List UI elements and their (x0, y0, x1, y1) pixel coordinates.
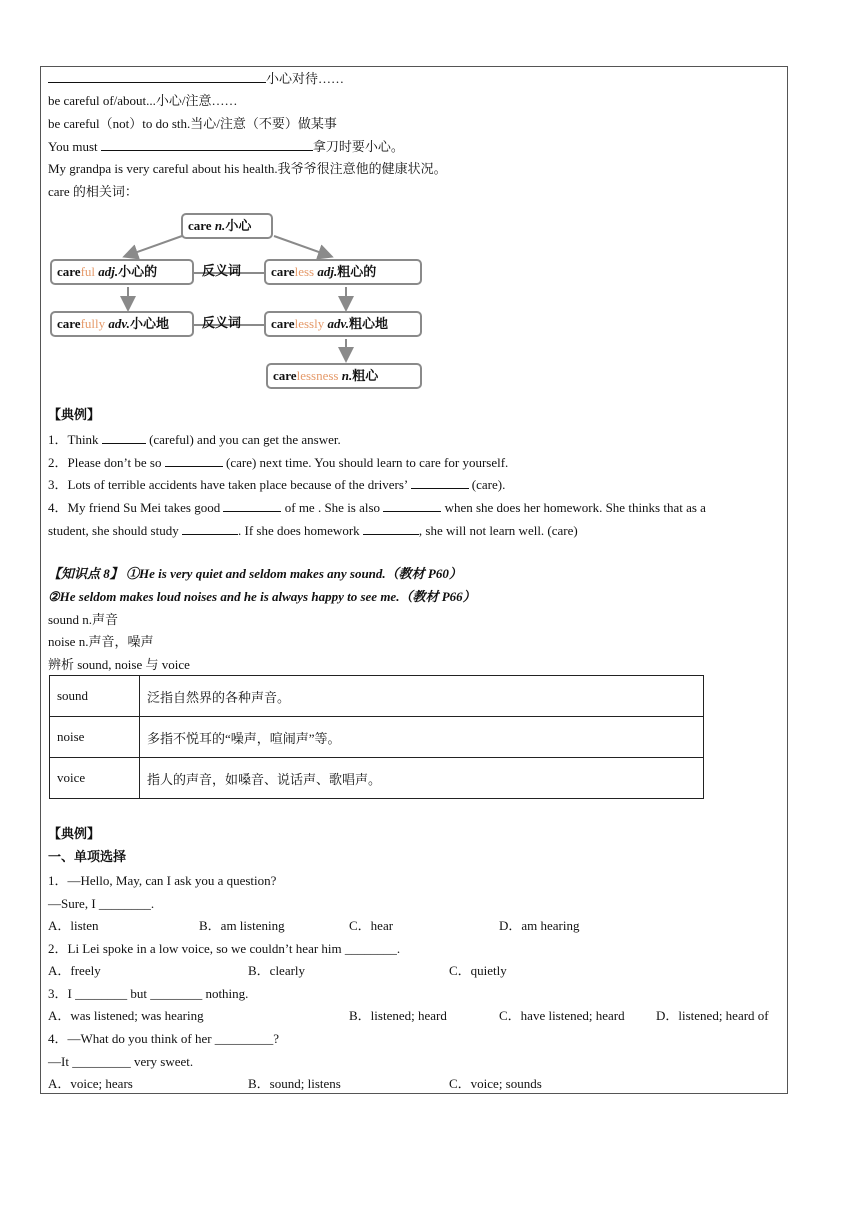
question-text: 2．Please don’t be so (48, 455, 162, 470)
question-text: student, she should study (48, 523, 179, 538)
knowledge-point-label: 【知识点 8】 (48, 566, 123, 581)
intro-line-5: My grandpa is very careful about his health.我爷爷很注意他的健康状况。 (48, 161, 447, 176)
table-row (50, 758, 704, 799)
table-cell-desc: 多指不悦耳的“噪声，喧闹声”等。 (140, 717, 704, 758)
table-cell-desc: 泛指自然界的各种声音。 (140, 676, 704, 717)
intro-line-1 (48, 70, 344, 87)
care-word-family-diagram (48, 210, 428, 396)
question-text: , she will not learn well. (care) (418, 523, 578, 538)
table-row (50, 717, 704, 758)
question-text: 3．Lots of terrible accidents have taken place because of the drivers’ (48, 477, 408, 492)
noise-definition: noise n.声音，噪声 (48, 634, 154, 649)
answer-blank[interactable] (223, 499, 281, 512)
diagram-pos: n. (214, 218, 226, 233)
option-a[interactable]: A．was listened; was hearing (48, 1008, 204, 1023)
table-cell-desc: 指人的声音，如嗓音、说话声、歌唱声。 (140, 758, 704, 799)
question-text: (care) next time. You should learn to care for yourself. (226, 455, 509, 470)
knowledge-point-8 (48, 566, 462, 582)
diagram-pos: adj. (98, 264, 119, 279)
option-a[interactable]: A．freely (48, 963, 101, 978)
answer-blank[interactable] (411, 476, 469, 489)
mc-question-1: 1．—Hello, May, can I ask you a question? (48, 873, 277, 888)
mc-question-4-reply: —It _________ very sweet. (48, 1054, 194, 1069)
diagram-meaning: 小心的 (118, 264, 158, 279)
option-d[interactable]: D．am hearing (499, 918, 580, 933)
option-c[interactable]: C．hear (349, 918, 394, 933)
sound-definition: sound n.声音 (48, 612, 119, 627)
question-text: 1．Think (48, 432, 99, 447)
option-a[interactable]: A．voice; hears (48, 1076, 133, 1091)
question-text: of me . She is also (284, 500, 381, 515)
diagram-stem: care (271, 316, 295, 331)
mc-question-3: 3．I ________ but ________ nothing. (48, 986, 249, 1001)
diagram-suffix: less (294, 264, 315, 279)
intro-line-3: be careful（not）to do sth.当心/注意（不要）做某事 (48, 116, 337, 131)
answer-blank[interactable] (48, 70, 266, 83)
answer-blank[interactable] (363, 522, 419, 535)
answer-blank[interactable] (102, 431, 146, 444)
section-heading: 一、单项选择 (48, 850, 127, 865)
answer-blank[interactable] (182, 522, 238, 535)
example1-question-4-cont (48, 522, 578, 539)
diagram-box-careless (264, 259, 422, 285)
option-c[interactable]: C．have listened; heard (499, 1008, 625, 1023)
table-cell-word: voice (50, 758, 140, 799)
question-text: . If she does homework (237, 523, 360, 538)
example-heading: 【典例】 (48, 827, 101, 842)
diagram-suffix: fully (80, 316, 106, 331)
diagram-box-careful (50, 259, 194, 285)
example1-question-4 (48, 499, 706, 516)
question-text: when she does her homework. She thinks that as a (444, 500, 706, 515)
diagram-suffix: ful (80, 264, 96, 279)
diagram-stem: care (271, 264, 295, 279)
intro-line-6: care 的相关词： (48, 184, 138, 199)
example1-question-3 (48, 476, 505, 493)
diagram-pos: adj. (317, 264, 338, 279)
intro-line-4-suffix: 拿刀时要小心。 (312, 139, 404, 154)
diagram-meaning: 小心地 (129, 316, 169, 331)
knowledge-point-sentence-2: ②He seldom makes loud noises and he is always happy to see me.（教材 P66） (48, 589, 476, 604)
table-row (50, 676, 704, 717)
diagram-word: care (188, 218, 212, 233)
example1-question-2 (48, 454, 508, 471)
option-b[interactable]: B．am listening (199, 918, 285, 933)
diagram-box-carefully (50, 311, 194, 337)
diagram-meaning: 粗心地 (349, 316, 389, 331)
mc-question-1-reply: —Sure, I ________. (48, 896, 155, 911)
diagram-suffix: lessness (296, 368, 339, 383)
option-c[interactable]: C．voice; sounds (449, 1076, 542, 1091)
option-b[interactable]: B．listened; heard (349, 1008, 447, 1023)
diagram-pos: adv. (108, 316, 130, 331)
diagram-meaning: 粗心 (352, 368, 379, 383)
diagram-suffix: lessly (294, 316, 325, 331)
question-text: (careful) and you can get the answer. (149, 432, 341, 447)
diagram-pos: n. (341, 368, 353, 383)
diagram-meaning: 小心 (225, 218, 252, 233)
antonym-label: 反义词 (202, 315, 242, 330)
intro-line-2: be careful of/about...小心/注意…… (48, 93, 238, 108)
diagram-box-care (181, 213, 273, 239)
diagram-pos: adv. (327, 316, 349, 331)
intro-line-1-text: 小心对待…… (266, 71, 345, 86)
answer-blank[interactable] (383, 499, 441, 512)
diagram-box-carelessness (266, 363, 422, 389)
option-b[interactable]: B．sound; listens (248, 1076, 341, 1091)
diagram-stem: care (57, 264, 81, 279)
mc-question-2: 2．Li Lei spoke in a low voice, so we couldn’t hear him ________. (48, 941, 401, 956)
antonym-label: 反义词 (202, 263, 242, 278)
option-c[interactable]: C．quietly (449, 963, 507, 978)
answer-blank[interactable] (101, 138, 313, 151)
table-cell-word: sound (50, 676, 140, 717)
question-text: (care). (471, 477, 506, 492)
question-text: 4．My friend Su Mei takes good (48, 500, 221, 515)
intro-line-4-prefix: You must (48, 139, 98, 154)
diagram-meaning: 粗心的 (337, 264, 377, 279)
compare-heading: 辨析 sound, noise 与 voice (48, 657, 190, 672)
example-heading: 【典例】 (48, 408, 101, 423)
example1-question-1 (48, 431, 341, 448)
option-d[interactable]: D．listened; heard of (656, 1008, 769, 1023)
option-a[interactable]: A．listen (48, 918, 99, 933)
intro-line-4 (48, 138, 404, 155)
option-b[interactable]: B．clearly (248, 963, 306, 978)
table-cell-word: noise (50, 717, 140, 758)
answer-blank[interactable] (165, 454, 223, 467)
mc-question-4: 4．—What do you think of her _________? (48, 1031, 280, 1046)
knowledge-point-sentence-1: ①He is very quiet and seldom makes any sound.（教材 P60） (126, 566, 462, 581)
diagram-stem: care (57, 316, 81, 331)
diagram-stem: care (273, 368, 297, 383)
sound-noise-voice-table (49, 675, 704, 799)
diagram-box-carelessly (264, 311, 422, 337)
